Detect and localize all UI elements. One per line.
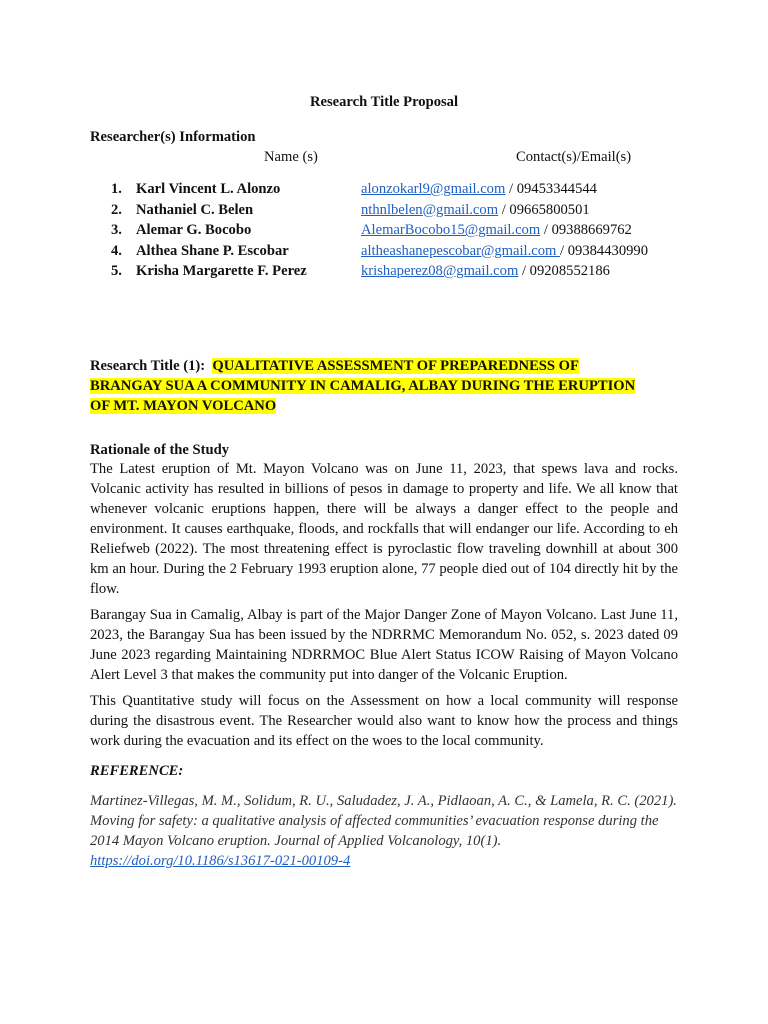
researcher-email-link[interactable]: AlemarBocobo15@gmail.com	[361, 222, 541, 238]
research-title-line-1-wrap	[90, 356, 690, 376]
reference-doi-link[interactable]: https://doi.org/10.1186/s13617-021-00109-4	[90, 853, 351, 869]
researcher-number: 1.	[111, 181, 122, 197]
research-title-line-1: QUALITATIVE ASSESSMENT OF PREPAREDNESS OF	[212, 358, 579, 374]
research-title-line-2-wrap	[90, 376, 690, 396]
researcher-list	[0, 179, 768, 282]
reference-text: Martinez-Villegas, M. M., Solidum, R. U., Saludadez, J. A., Pidlaoan, A. C., & Lamela, R. C. (2021). Moving for safety: a qualitative analysis of affected communities’ evacuation response during the 2014 Mayon Volcano eruption. Journal of Applied Volcanology, 10(1).	[90, 793, 677, 849]
contact-separator: /	[498, 201, 510, 218]
rationale-paragraph-3: This Quantitative study will focus on the Assessment on how a local community will response during the disastrous event. The Researcher would also want to know how the process and things work during the evacuation and its effect on the woes to the local community.	[90, 693, 678, 749]
researcher-phone: 09208552186	[529, 263, 610, 279]
reference-heading: REFERENCE:	[90, 763, 184, 779]
research-title-block	[90, 356, 690, 416]
researcher-phone: 09384430990	[567, 242, 648, 259]
rationale-heading: Rationale of the Study	[90, 442, 230, 458]
researcher-info-heading: Researcher(s) Information	[90, 129, 256, 145]
researcher-row	[0, 241, 768, 262]
researcher-contact	[361, 220, 632, 240]
researcher-row	[0, 179, 768, 200]
name-column-header: Name (s)	[264, 149, 318, 165]
contact-separator: /	[560, 242, 568, 259]
contact-column-header: Contact(s)/Email(s)	[516, 149, 632, 165]
contact-separator: /	[505, 181, 517, 197]
researcher-number: 3.	[111, 222, 122, 238]
researcher-name: Althea Shane P. Escobar	[136, 242, 289, 259]
researcher-email-link[interactable]: krishaperez08@gmail.com	[361, 263, 519, 279]
rationale-paragraph-2: Barangay Sua in Camalig, Albay is part of the Major Danger Zone of Mayon Volcano. Last June 11, 2023, the Barangay Sua has been issued by the NDRRMC Memorandum No. 052, s. 2023 dated 09 June 2023 regarding Maintaining NDRRMOC Blue Alert Status ICOW Raising of Mayon Volcano Alert Level 3 that makes the community put into danger of the Volcanic Eruption.	[90, 607, 678, 683]
researcher-name: Nathaniel C. Belen	[136, 201, 254, 218]
researcher-email-link[interactable]: altheashanepescobar@gmail.com	[361, 242, 561, 259]
researcher-contact	[361, 179, 597, 199]
reference-citation	[90, 791, 678, 871]
researcher-phone: 09665800501	[509, 201, 590, 218]
researcher-name: Alemar G. Bocobo	[136, 222, 252, 238]
researcher-name: Krisha Margarette F. Perez	[136, 263, 307, 279]
researcher-row	[0, 200, 768, 221]
researcher-row	[0, 261, 768, 282]
contact-separator: /	[540, 222, 552, 238]
researcher-email-link[interactable]: alonzokarl9@gmail.com	[361, 181, 506, 197]
researcher-phone: 09388669762	[551, 222, 632, 238]
research-title-label: Research Title (1):	[90, 358, 213, 374]
researcher-contact	[361, 200, 590, 220]
researcher-name: Karl Vincent L. Alonzo	[136, 181, 281, 197]
researcher-contact	[361, 261, 610, 281]
researcher-contact	[361, 241, 648, 261]
rationale-paragraph-1: The Latest eruption of Mt. Mayon Volcano was on June 11, 2023, that spews lava and rocks. Volcanic activity has resulted in billions of pesos in damage to property and life. We all know that whenever volcanic eruptions happen, there will be always a danger effect to the people and environment. It causes earthquake, floods, and rockfalls that will endanger our life. According to eh Reliefweb (2022). The most threatening effect is pyroclastic flow traveling downhill at about 300 km an hour. During the 2 February 1993 eruption alone, 77 people died out of 104 directly hit by the flow.	[90, 461, 678, 597]
researcher-number: 4.	[111, 242, 122, 259]
contact-separator: /	[518, 263, 530, 279]
researcher-number: 2.	[111, 201, 122, 218]
research-title-line-2: BRANGAY SUA A COMMUNITY IN CAMALIG, ALBAY DURING THE ERUPTION	[90, 378, 636, 394]
research-title-line-3: OF MT. MAYON VOLCANO	[90, 398, 277, 414]
researcher-email-link[interactable]: nthnlbelen@gmail.com	[361, 201, 499, 218]
research-title-line-3-wrap	[90, 396, 690, 416]
researcher-number: 5.	[111, 263, 122, 279]
researcher-phone: 09453344544	[516, 181, 597, 197]
document-title: Research Title Proposal	[309, 94, 459, 110]
researcher-row	[0, 220, 768, 241]
